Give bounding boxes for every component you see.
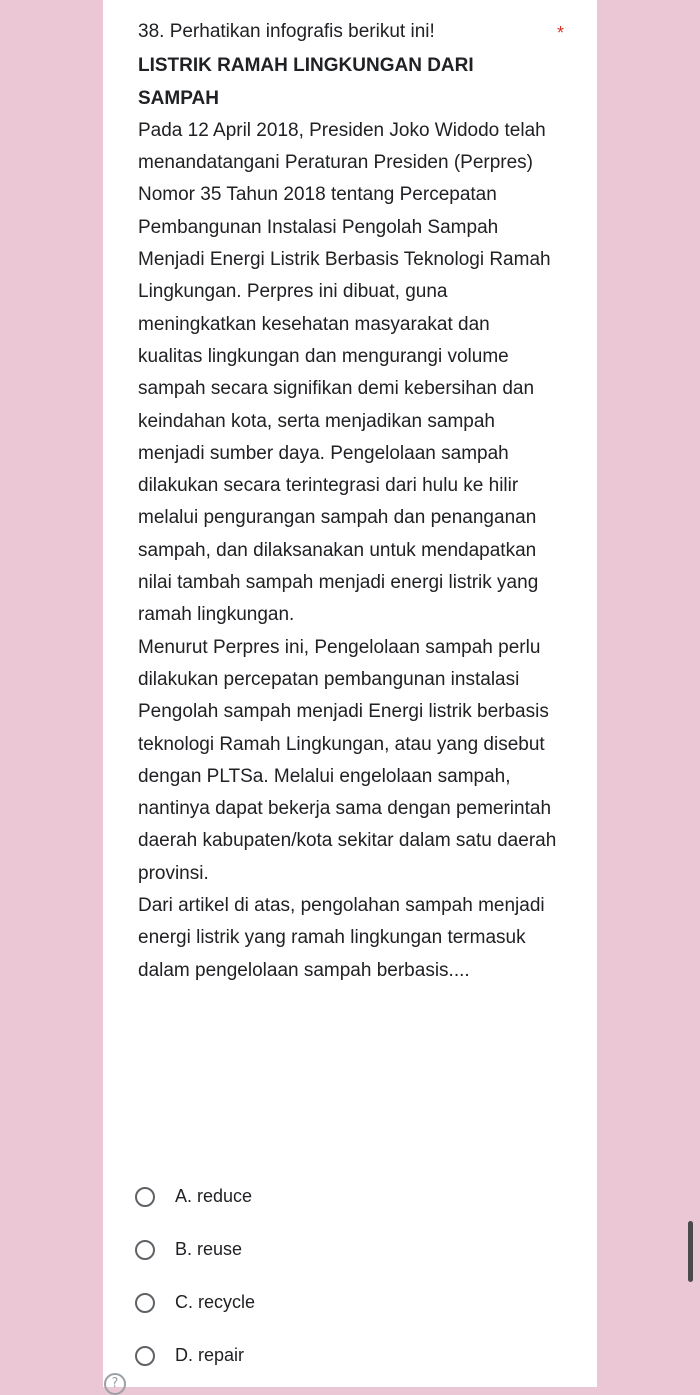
option-d[interactable] (135, 1329, 555, 1382)
option-c[interactable] (135, 1276, 555, 1329)
radio-unchecked-icon[interactable] (135, 1240, 155, 1260)
article-paragraph-2: Menurut Perpres ini, Pengelolaan sampah perlu dilakukan percepatan pembangunan instalasi Pengolah sampah menjadi Energi listrik berbasis teknologi Ramah Lingkungan, atau yang disebut dengan PLTSa. Melalui engelolaan sampah, nantinya dapat bekerja sama dengan pemerintah daerah kabupaten/kota sekitar dalam satu daerah provinsi. (138, 636, 557, 884)
question-prompt: Dari artikel di atas, pengolahan sampah menjadi energi listrik yang ramah lingkungan termasuk dalam pengelolaan sampah berbasis.... (138, 895, 545, 981)
option-b[interactable] (135, 1223, 555, 1276)
radio-unchecked-icon[interactable] (135, 1293, 155, 1313)
option-label: A. reduce (175, 1186, 253, 1206)
help-circle-icon[interactable]: ? (104, 1373, 126, 1395)
question-card (103, 0, 597, 1387)
option-label: B. reuse (175, 1239, 243, 1259)
option-label: D. repair (175, 1345, 245, 1365)
option-a[interactable] (135, 1170, 555, 1223)
scrollbar-thumb[interactable] (688, 1221, 693, 1282)
question-title: 38. Perhatikan infografis berikut ini! (138, 21, 435, 42)
required-asterisk: * (557, 23, 565, 43)
radio-unchecked-icon[interactable] (135, 1187, 155, 1207)
infographic-headline: LISTRIK RAMAH LINGKUNGAN DARI SAMPAH (138, 55, 474, 109)
option-label: C. recycle (175, 1292, 256, 1312)
question-content (138, 16, 558, 987)
answer-options (135, 1170, 555, 1382)
article-paragraph-1: Pada 12 April 2018, Presiden Joko Widodo telah menandatangani Peraturan Presiden (Perpres) Nomor 35 Tahun 2018 tentang Percepatan Pembangunan Instalasi Pengolah Sampah Menjadi Energi Listrik Berbasis Teknologi Ramah Lingkungan. Perpres ini dibuat, guna meningkatkan kesehatan masyarakat dan kualitas lingkungan dan mengurangi volume sampah secara signifikan demi kebersihan dan keindahan kota, serta menjadikan sampah menjadi sumber daya. Pengelolaan sampah dilakukan secara terintegrasi dari hulu ke hilir melalui pengurangan sampah dan penanganan sampah, dan dilaksanakan untuk mendapatkan nilai tambah sampah menjadi energi listrik yang ramah lingkungan. (138, 119, 551, 626)
radio-unchecked-icon[interactable] (135, 1346, 155, 1366)
